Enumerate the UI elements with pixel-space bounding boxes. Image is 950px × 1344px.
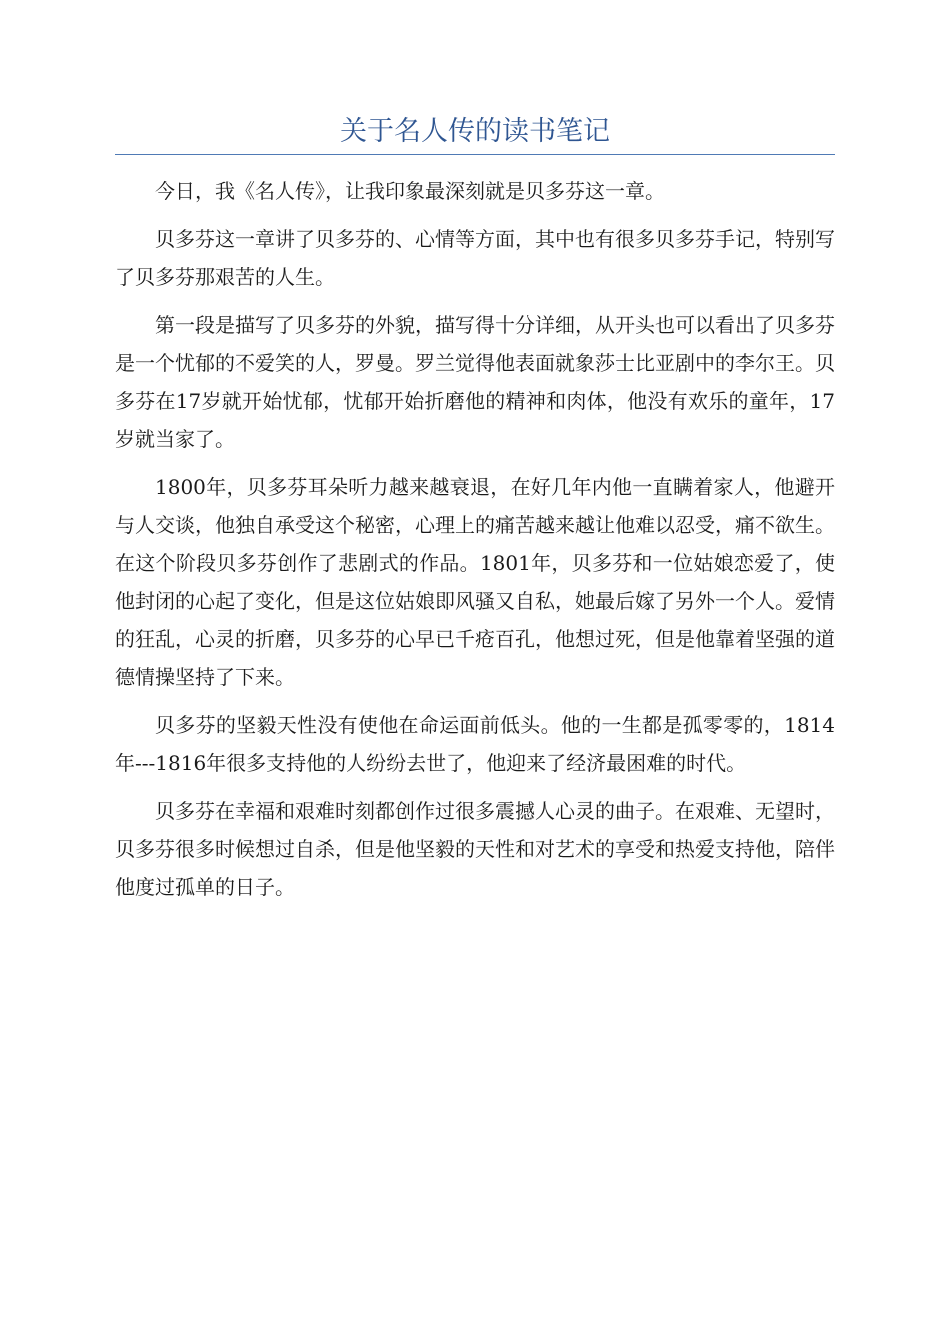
- paragraph: 贝多芬的坚毅天性没有使他在命运面前低头。他的一生都是孤零零的，1814年---1816年很多支持他的人纷纷去世了，他迎来了经济最困难的时代。: [115, 713, 835, 775]
- paragraph: 1800年，贝多芬耳朵听力越来越衰退，在好几年内他一直瞒着家人，他避开与人交谈，他独自承受这个秘密，心理上的痛苦越来越让他难以忍受，痛不欲生。在这个阶段贝多芬创作了悲剧式的作品。1801年，贝多芬和一位姑娘恋爱了，使他封闭的心起了变化，但是这位姑娘即风骚又自私，她最后嫁了另外一个人。爱情的狂乱，心灵的折磨，贝多芬的心早已千疮百孔，他想过死，但是他靠着坚强的道德情操坚持了下来。: [115, 475, 835, 689]
- paragraph: 贝多芬这一章讲了贝多芬的、心情等方面，其中也有很多贝多芬手记，特别写了贝多芬那艰苦的人生。: [115, 227, 835, 289]
- paragraph: 第一段是描写了贝多芬的外貌，描写得十分详细，从开头也可以看出了贝多芬是一个忧郁的不爱笑的人，罗曼。罗兰觉得他表面就象莎士比亚剧中的李尔王。贝多芬在17岁就开始忧郁，忧郁开始折磨他的精神和肉体，他没有欢乐的童年，17岁就当家了。: [115, 313, 835, 451]
- document-body: [115, 172, 835, 916]
- paragraph: 贝多芬在幸福和艰难时刻都创作过很多震撼人心灵的曲子。在艰难、无望时，贝多芬很多时候想过自杀，但是他坚毅的天性和对艺术的享受和热爱支持他，陪伴他度过孤单的日子。: [115, 799, 835, 899]
- document-title: 关于名人传的读书笔记: [340, 116, 610, 147]
- paragraph: 今日，我《名人传》，让我印象最深刻就是贝多芬这一章。: [155, 179, 665, 203]
- title-underline: [115, 154, 835, 155]
